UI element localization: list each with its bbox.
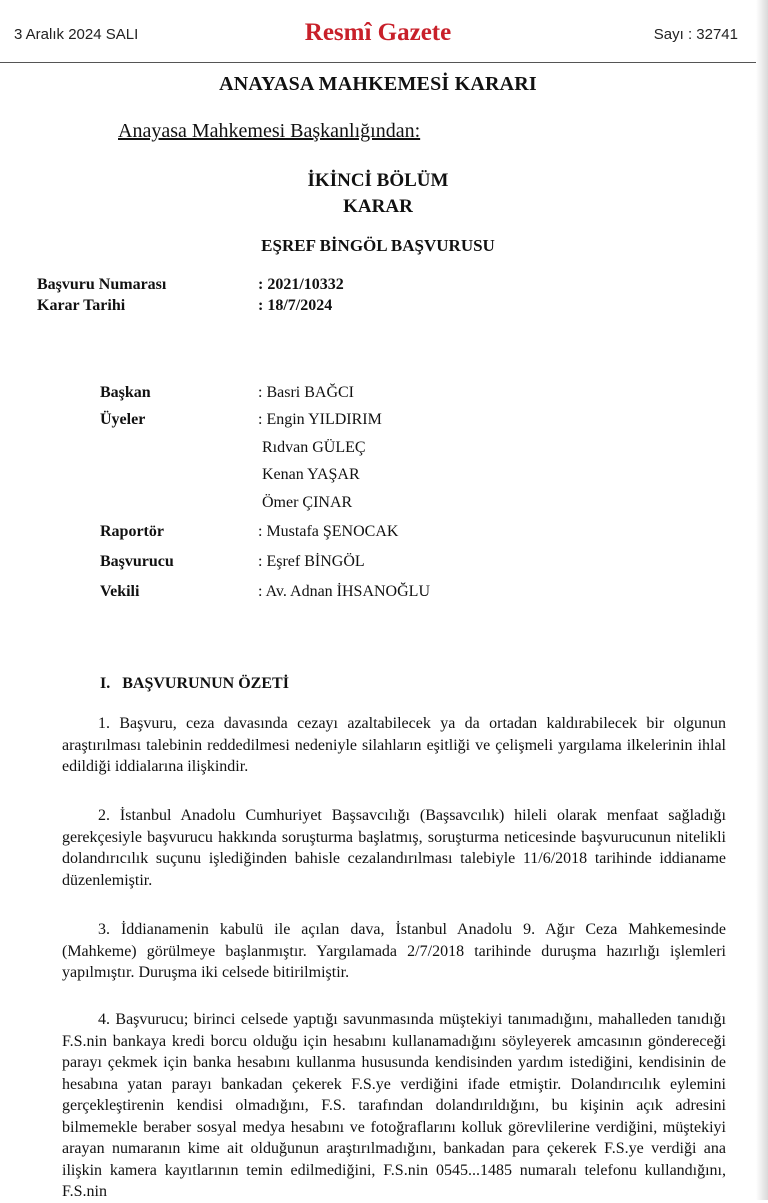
section-title: İKİNCİ BÖLÜM [307,170,449,191]
header-date: 3 Aralık 2024 SALI [14,26,139,43]
member-2: Rıdvan GÜLEÇ [262,439,366,456]
paragraph-text: İstanbul Anadolu Cumhuriyet Başsavcılığı (Başsavcılık) hileli olarak menfaat sağladığı gerekçesiyle başvurucu hakkında soruşturma başlatmış, soruşturma neticesinde başvurucunun nitelikli dolandırıcılık suçunu işlediğinden bahisle cezalandırılması talebiyle 11/6/2018 tarihinde iddianame düzenlemiştir. [62,807,726,889]
paragraph-number: 2. [98,807,110,824]
paragraph-1 [62,713,726,778]
applicant-label: Başvurucu [100,553,174,570]
paragraph-number: 3. [98,921,110,938]
rapporteur-value: : Mustafa ŞENOCAK [258,523,399,540]
paragraph-text: Başvurucu; birinci celsede yaptığı savunmasında müştekiyi tanımadığını, mahalleden tanıdığı F.S.nin bankaya kredi borcu olduğu için hesabını kullanamadığını söyleyerek amcasının göndereceği parayı çekmek için banka hesabını kullanma hususunda kendisinden yardım istediğini, kendisinin de hesabına yatan parayı bankadan çekerek F.S.ye verdiğini ifade etmiştir. Dolandırıcılık eylemini gerçekleştirenin kendisi olmadığını, F.S. tarafından dolandırıldığını, bu kişinin açık adresini bilmemekle beraber sosyal medya hesabını ve fotoğraflarını kolluk görevlilerine verdiğini, müştekiyi arayan numaranın kime ait olduğunun araştırılmadığını, bankadan para çekerek F.S.ye verdiği ana ilişkin kamera kayıtlarının temin edilmediğini, F.S.nin 0545...1485 numaralı telefonu kullandığını, F.S.nin [62,1011,727,1200]
verdict-title: KARAR [343,196,413,217]
paragraph-3 [62,919,726,984]
document-title: ANAYASA MAHKEMESİ KARARI [219,73,537,95]
decision-date-value: : 18/7/2024 [258,297,333,314]
rapporteur-label: Raportör [100,523,164,540]
member-3: Kenan YAŞAR [262,466,360,483]
president-label: Başkan [100,384,151,401]
presidency-line: Anayasa Mahkemesi Başkanlığından: [118,120,421,142]
decision-date-label: Karar Tarihi [37,297,126,314]
member-4: Ömer ÇINAR [262,494,353,511]
paragraph-number: 1. [98,715,110,732]
paragraph-4 [62,1009,726,1203]
application-number-value: : 2021/10332 [258,276,344,293]
paragraph-text: Başvuru, ceza davasında cezayı azaltabilecek ya da ortadan kaldırabilecek bir olgunun araştırılması talebinin reddedilmesi nedeniyle silahların eşitliği ve çelişmeli yargılama ilkelerinin ihlal edildiği iddialarına ilişkindir. [62,715,726,775]
summary-heading: I. BAŞVURUNUN ÖZETİ [100,675,289,692]
attorney-value: : Av. Adnan İHSANOĞLU [258,583,430,600]
paragraph-2 [62,805,726,891]
page-edge-shadow [756,0,768,1200]
case-name: EŞREF BİNGÖL BAŞVURUSU [261,236,495,255]
header-title: Resmî Gazete [304,19,452,46]
paragraph-number: 4. [98,1011,110,1028]
gazette-header [0,0,756,63]
application-number-label: Başvuru Numarası [37,276,167,293]
applicant-value: : Eşref BİNGÖL [258,553,365,570]
header-issue-number: Sayı : 32741 [653,26,738,43]
president-value: : Basri BAĞCI [258,384,354,401]
member-1: : Engin YILDIRIM [258,411,382,428]
attorney-label: Vekili [100,583,140,600]
paragraph-text: İddianamenin kabulü ile açılan dava, İstanbul Anadolu 9. Ağır Ceza Mahkemesinde (Mahkeme) görülmeye başlanmıştır. Yargılamada 2/7/2018 tarihinde duruşma hazırlığı işlemleri yapılmıştır. Duruşma iki celsede bitirilmiştir. [62,921,727,981]
members-label: Üyeler [100,411,146,428]
